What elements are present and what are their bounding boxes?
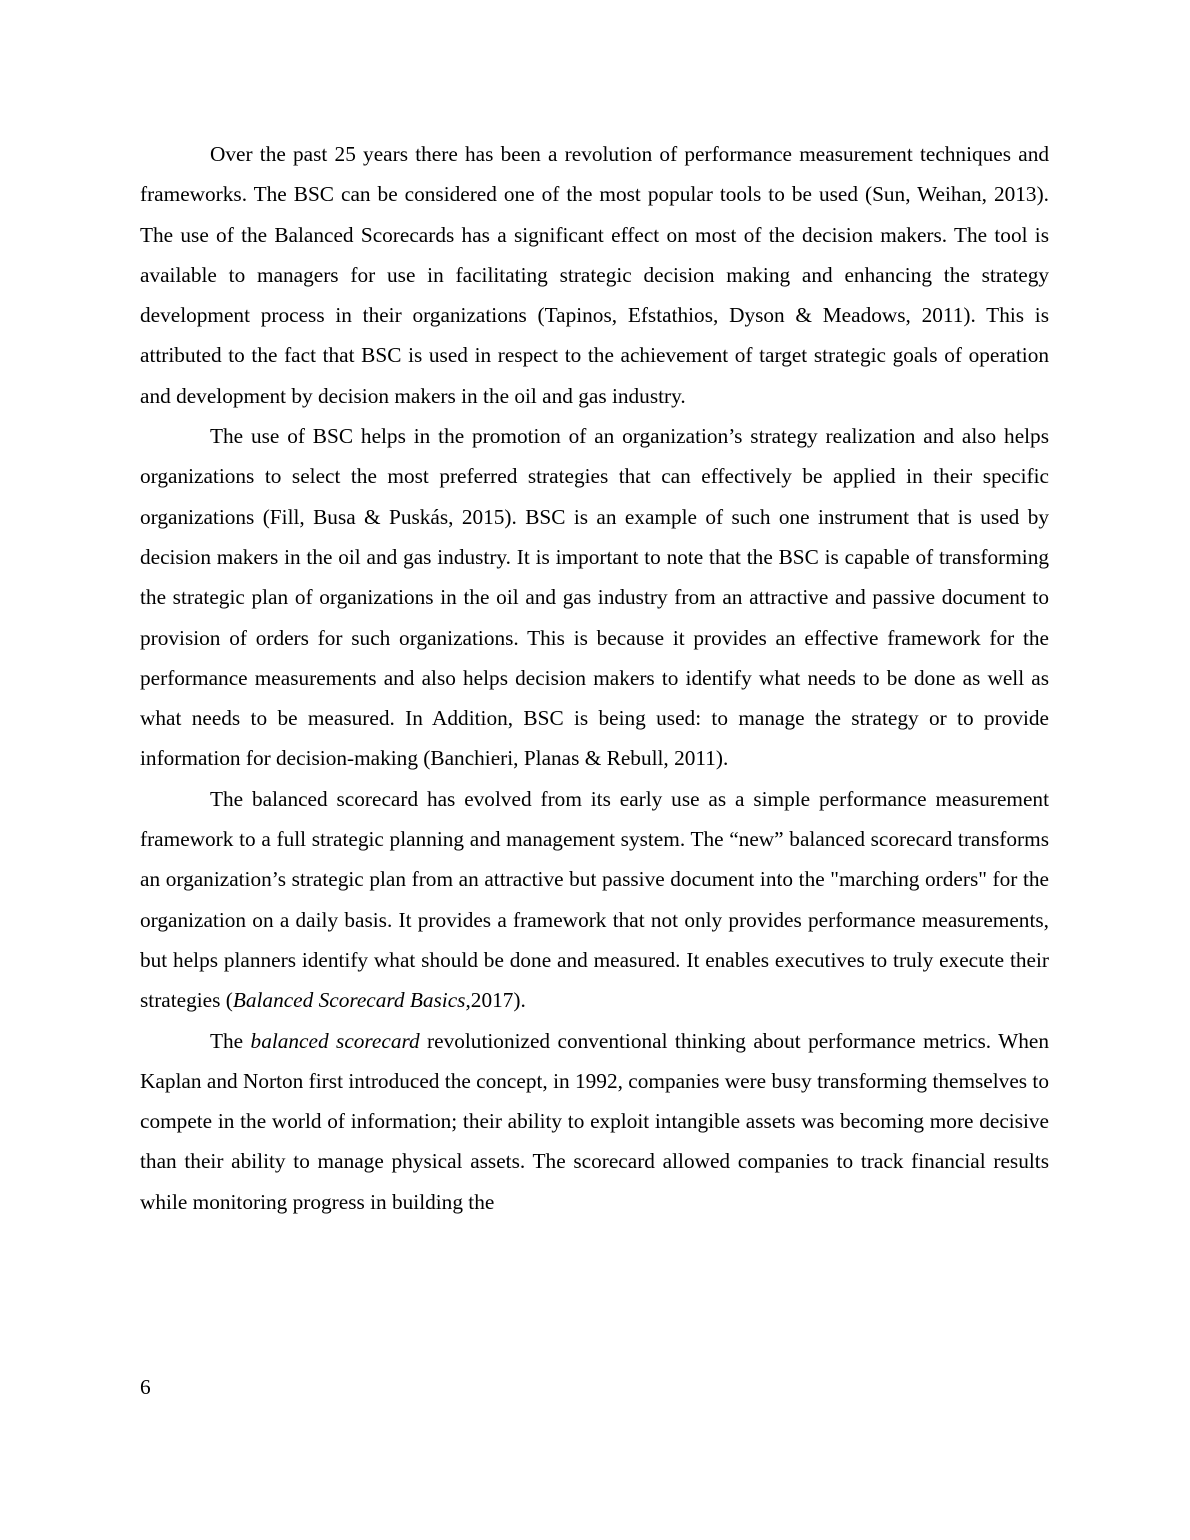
paragraph-4 [140,1021,1049,1222]
paragraph-4-italic: balanced scorecard [250,1028,420,1053]
paragraph-3-italic: Balanced Scorecard Basics [232,988,466,1013]
paragraph-1 [140,134,1049,416]
paragraph-4-text: The [210,1028,251,1053]
page-number: 6 [140,1375,151,1399]
paragraph-3-tail: ,2017). [465,988,526,1013]
paragraph-4-tail: revolutionized conventional thinking about performance metrics. When Kaplan and Norton first introduced the concept, in 1992, companies were busy transforming themselves to compete in the world of information; their ability to exploit intangible assets was becoming more decisive than their ability to manage physical assets. The scorecard allowed companies to track financial results while monitoring progress in building the [140,1028,1049,1214]
body-text [140,134,1049,1222]
paragraph-3-text: The balanced scorecard has evolved from its early use as a simple performance measurement framework to a full strategic planning and management system. The “new” balanced scorecard transforms an organization’s strategic plan from an attractive but passive document into the "marching orders" for the organization on a daily basis. It provides a framework that not only provides performance measurements, but helps planners identify what should be done and measured. It enables executives to truly execute their strategies ( [140,786,1049,1013]
paragraph-2 [140,416,1049,779]
paragraph-3 [140,779,1049,1021]
paragraph-1-text: Over the past 25 years there has been a revolution of performance measurement techniques and frameworks. The BSC can be considered one of the most popular tools to be used (Sun, Weihan, 2013). The use of the Balanced Scorecards has a significant effect on most of the decision makers. The tool is available to managers for use in facilitating strategic decision making and enhancing the strategy development process in their organizations (Tapinos, Efstathios, Dyson & Meadows, 2011). This is attributed to the fact that BSC is used in respect to the achievement of target strategic goals of operation and development by decision makers in the oil and gas industry. [140,142,1049,408]
paragraph-2-text: The use of BSC helps in the promotion of an organization’s strategy realization and also helps organizations to select the most preferred strategies that can effectively be applied in their specific organizations (Fill, Busa & Puskás, 2015). BSC is an example of such one instrument that is used by decision makers in the oil and gas industry. It is important to note that the BSC is capable of transforming the strategic plan of organizations in the oil and gas industry from an attractive and passive document to provision of orders for such organizations. This is because it provides an effective framework for the performance measurements and also helps decision makers to identify what needs to be done as well as what needs to be measured. In Addition, BSC is being used: to manage the strategy or to provide information for decision-making (Banchieri, Planas & Rebull, 2011). [140,424,1049,771]
